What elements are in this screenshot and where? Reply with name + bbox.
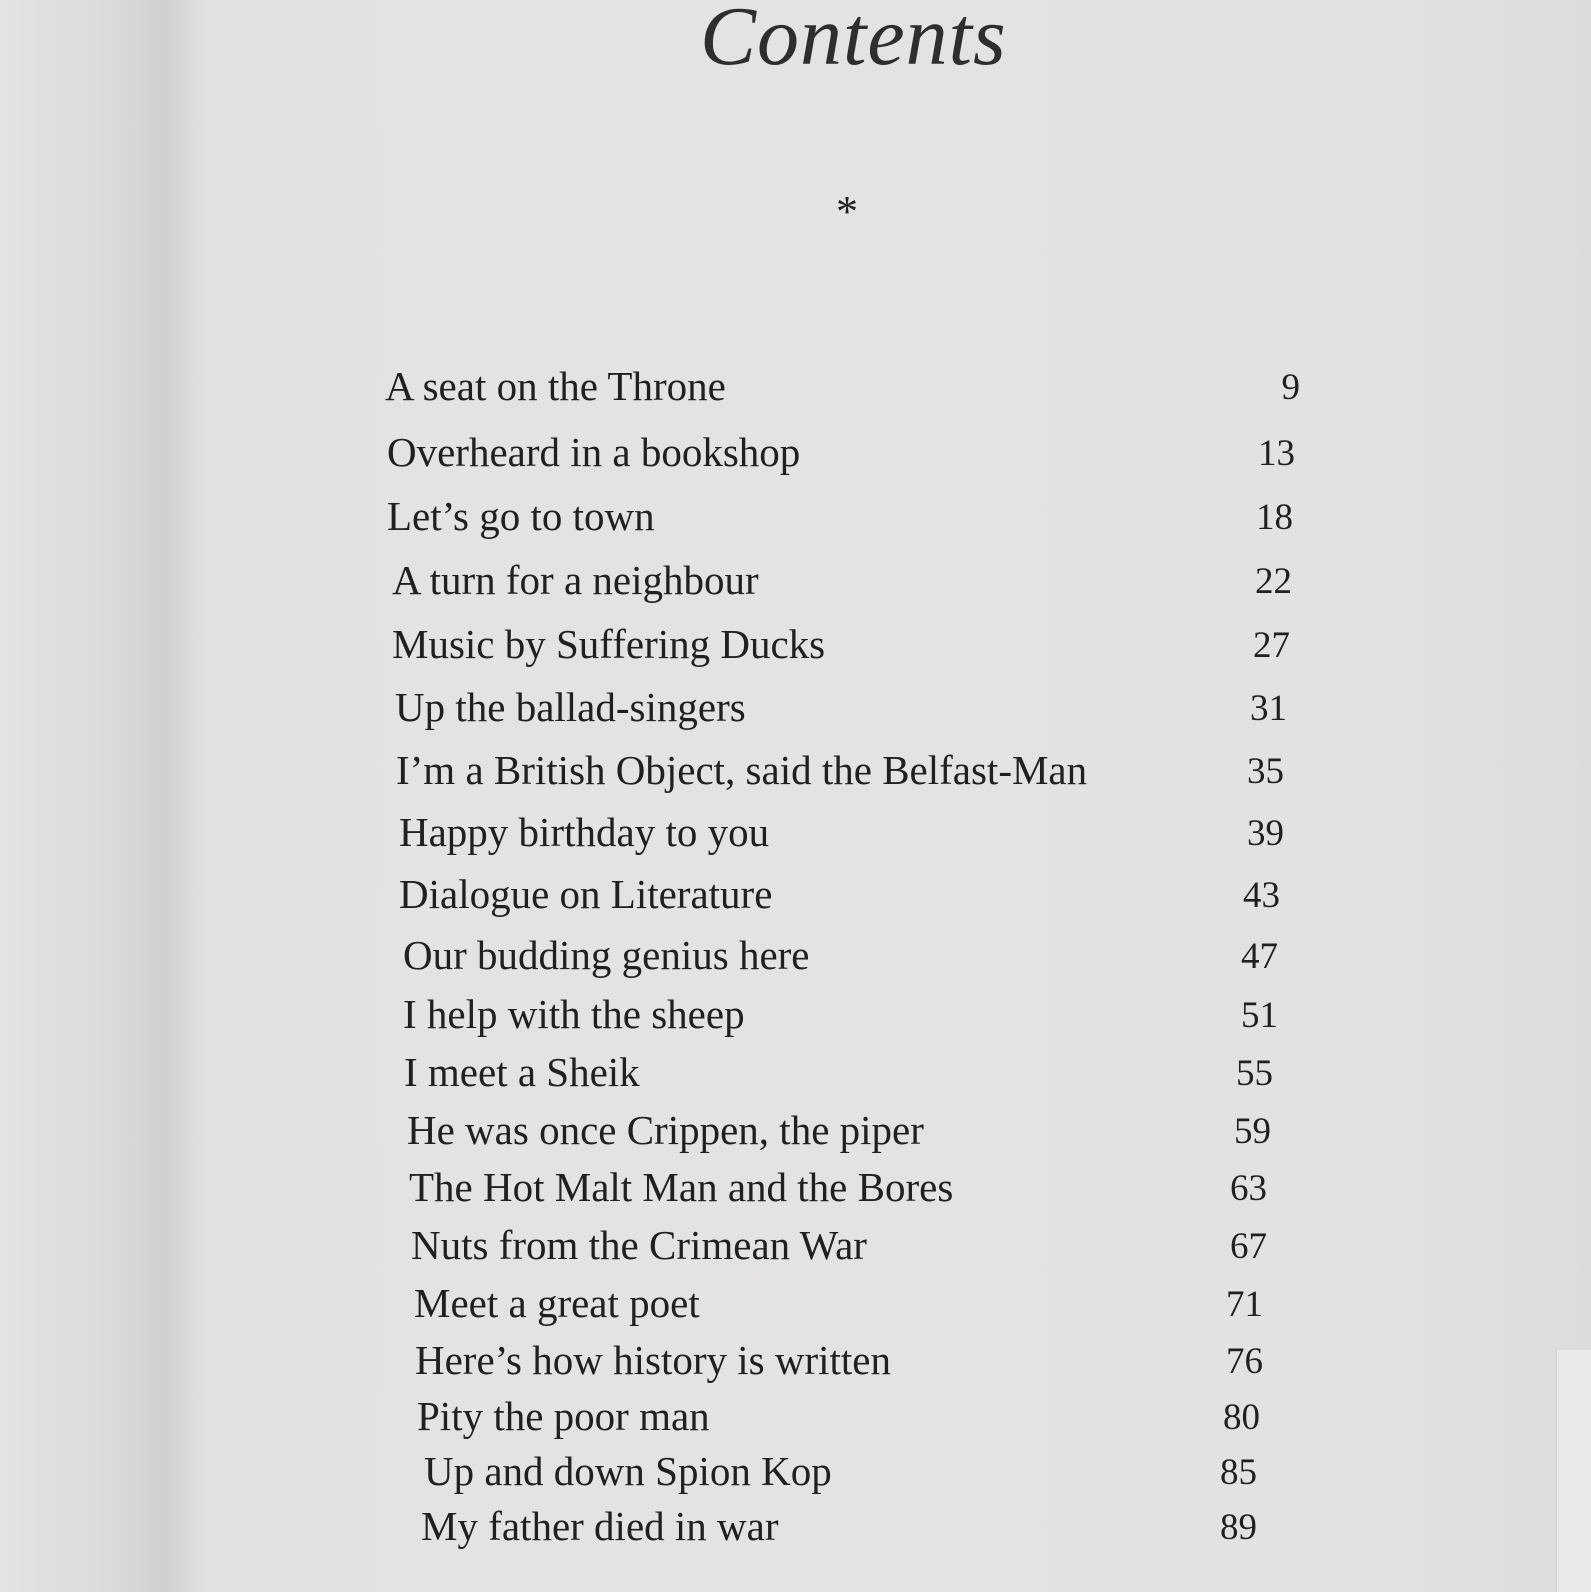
toc-entry: [392, 556, 1332, 612]
toc-entry-title: Our budding genius here: [403, 932, 810, 978]
toc-entry-title: He was once Crippen, the piper: [407, 1107, 924, 1153]
toc-entry-page-number: 22: [1255, 561, 1292, 602]
toc-entry-title: Meet a great poet: [414, 1280, 700, 1326]
toc-entry-page-number: 27: [1253, 625, 1290, 666]
toc-entry: [421, 1502, 1361, 1558]
toc-entry-page-number: 47: [1241, 936, 1278, 977]
toc-entry: [385, 362, 1325, 418]
toc-entry-title: Let’s go to town: [387, 493, 655, 539]
asterisk-ornament: *: [836, 187, 858, 236]
toc-entry-page-number: 51: [1241, 995, 1278, 1036]
toc-entry-title: Up and down Spion Kop: [424, 1448, 832, 1494]
toc-entry: [399, 870, 1339, 926]
toc-entry-title: Pity the poor man: [417, 1393, 710, 1439]
toc-entry-title: Up the ballad-singers: [395, 684, 746, 730]
toc-entry-page-number: 31: [1250, 688, 1287, 729]
background-surface: [0, 0, 168, 1592]
toc-entry-page-number: 18: [1256, 497, 1293, 538]
toc-entry: [404, 1048, 1344, 1104]
toc-entry-page-number: 35: [1247, 751, 1284, 792]
contents-heading: Contents: [700, 0, 1007, 83]
toc-entry: [409, 1163, 1349, 1219]
page-edge: [1556, 1350, 1591, 1592]
toc-entry-title: I meet a Sheik: [404, 1049, 640, 1095]
toc-entry-title: I’m a British Object, said the Belfast-Man: [396, 747, 1088, 793]
toc-entry-page-number: 80: [1223, 1397, 1260, 1438]
toc-entry-title: Nuts from the Crimean War: [411, 1222, 867, 1268]
toc-entry-title: My father died in war: [421, 1503, 779, 1549]
toc-entry-title: I help with the sheep: [403, 991, 745, 1037]
toc-entry: [414, 1279, 1354, 1335]
toc-entry: [392, 620, 1332, 676]
toc-entry-title: Here’s how history is written: [415, 1337, 891, 1383]
toc-entry: [399, 808, 1339, 864]
toc-entry-page-number: 85: [1220, 1452, 1257, 1493]
toc-entry: [424, 1447, 1364, 1503]
toc-entry-title: The Hot Malt Man and the Bores: [409, 1164, 954, 1210]
toc-entry: [395, 683, 1335, 739]
toc-entry-title: A turn for a neighbour: [392, 557, 759, 603]
toc-entry-page-number: 89: [1220, 1507, 1257, 1548]
toc-entry-page-number: 9: [1281, 367, 1300, 408]
toc-entry-page-number: 43: [1243, 875, 1280, 916]
toc-entry-page-number: 71: [1226, 1284, 1263, 1325]
toc-entry-page-number: 55: [1236, 1053, 1273, 1094]
toc-entry: [387, 492, 1327, 548]
toc-entry-page-number: 13: [1258, 433, 1295, 474]
toc-entry: [407, 1106, 1347, 1162]
toc-entry-title: Overheard in a bookshop: [387, 429, 801, 475]
toc-entry: [415, 1336, 1355, 1392]
toc-entry: [387, 428, 1327, 484]
toc-entry-title: Music by Suffering Ducks: [392, 621, 826, 667]
toc-entry-title: Happy birthday to you: [399, 809, 770, 855]
toc-entry-page-number: 63: [1230, 1168, 1267, 1209]
toc-entry-title: Dialogue on Literature: [399, 871, 773, 917]
toc-entry-page-number: 67: [1230, 1226, 1267, 1267]
toc-entry: [403, 990, 1343, 1046]
toc-entry-page-number: 76: [1226, 1341, 1263, 1382]
toc-entry: [417, 1392, 1357, 1448]
toc-entry-page-number: 59: [1234, 1111, 1271, 1152]
toc-entry-title: A seat on the Throne: [385, 363, 726, 409]
toc-entry: [396, 746, 1336, 802]
toc-entry: [403, 931, 1343, 987]
toc-entry-page-number: 39: [1247, 813, 1284, 854]
toc-entry: [411, 1221, 1351, 1277]
